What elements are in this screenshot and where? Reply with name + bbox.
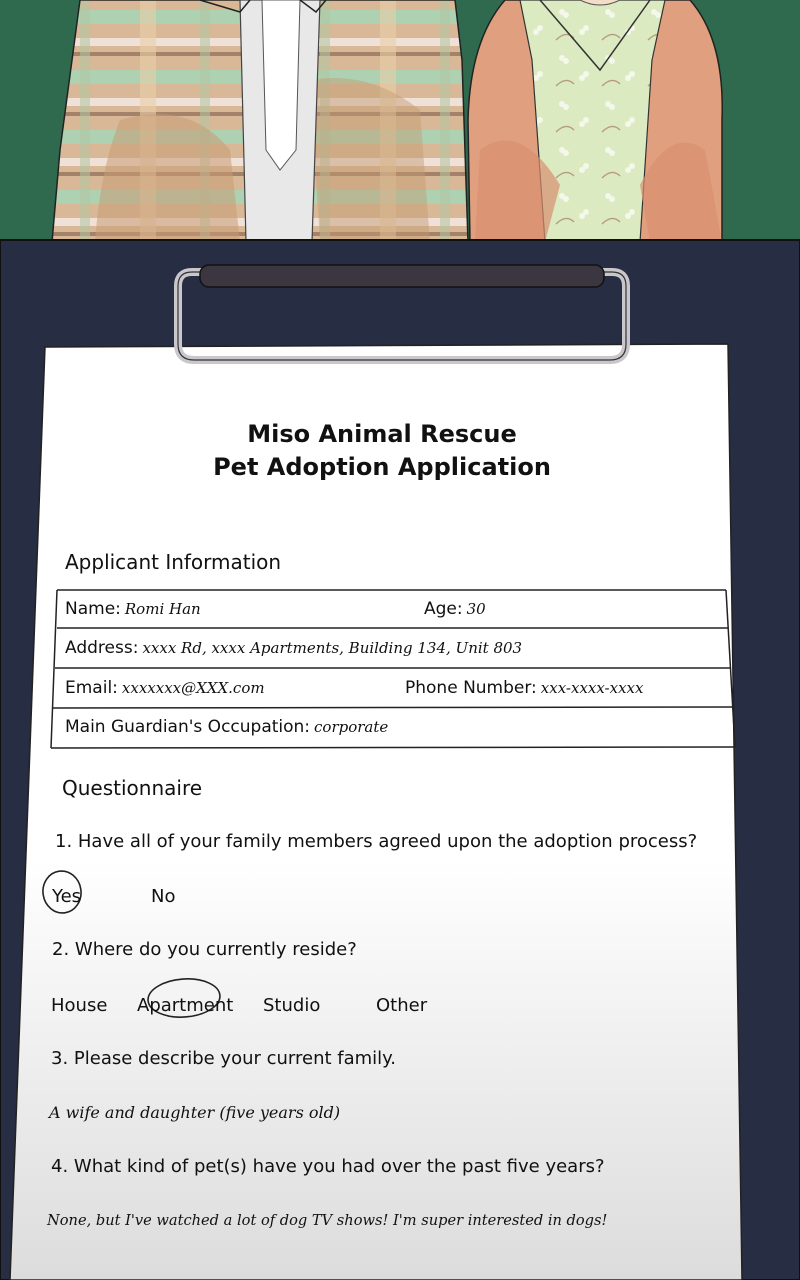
option-no: No [151,886,176,907]
name-value: Romi Han [124,600,201,618]
age-field [424,599,486,619]
address-field [65,638,522,658]
name-label: Name: [65,599,121,619]
option-yes: Yes [52,886,82,907]
name-field [65,599,201,619]
question-3: 3. Please describe your current family. [51,1048,396,1069]
occupation-value: corporate [314,718,389,736]
org-name: Miso Animal Rescue [247,420,517,448]
occupation-label: Main Guardian's Occupation: [65,717,311,737]
question-1: 1. Have all of your family members agreed upon the adoption process? [55,831,698,852]
questionnaire-heading: Questionnaire [62,776,203,800]
phone-field [405,678,643,698]
option-house: House [51,995,108,1016]
phone-value: xxx-xxxx-xxxx [540,679,644,697]
age-label: Age: [424,599,463,619]
occupation-field [65,717,388,737]
phone-label: Phone Number: [405,678,537,698]
answer-4: None, but I've watched a lot of dog TV shows! I'm super interested in dogs! [47,1212,608,1229]
form-title: Pet Adoption Application [213,453,551,481]
email-label: Email: [65,678,118,698]
email-value: xxxxxxx@XXX.com [121,679,265,697]
applicant-section-heading: Applicant Information [65,550,282,574]
option-other: Other [376,995,428,1016]
address-label: Address: [65,638,139,658]
option-apartment: Apartment [137,995,234,1016]
email-field [65,678,265,698]
age-value: 30 [466,600,486,618]
question-4: 4. What kind of pet(s) have you had over the past five years? [51,1156,605,1177]
answer-3: A wife and daughter (five years old) [49,1103,341,1122]
option-studio: Studio [263,995,321,1016]
question-2: 2. Where do you currently reside? [52,939,357,960]
address-value: xxxx Rd, xxxx Apartments, Building 134, Unit 803 [142,639,523,657]
